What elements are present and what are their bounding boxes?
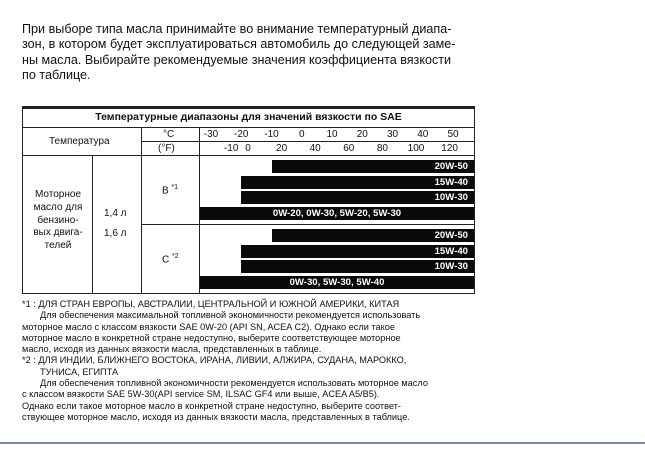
footnote-1-line: моторное масло с классом вязкости SAE 0W-20 (API SN, ACEA C2). Однако если такое bbox=[22, 321, 395, 332]
group-separator bbox=[141, 224, 475, 225]
engine-label-line: Моторное bbox=[34, 189, 82, 200]
engine-label-line: масло для bbox=[33, 201, 83, 213]
fahrenheit-tick: 20 bbox=[276, 143, 288, 154]
footnote-2-heading: *2 : ДЛЯ ИНДИИ, БЛИЖНЕГО ВОСТОКА, ИРАНА, ЛИВИИ, АЛЖИРА, СУДАНА, МАРОККО, bbox=[22, 355, 407, 366]
footnote-1-line: моторное масло в конкретной стране недоступно, выберите соответствующее моторное bbox=[22, 332, 401, 343]
footnote-1-line: Для обеспечения максимальной топливной экономичности рекомендуется использовать bbox=[40, 310, 421, 321]
intro-line: При выборе типа масла принимайте во внимание температурный диапа- bbox=[22, 22, 452, 36]
header-divider bbox=[22, 155, 475, 156]
footnote-2-line: Однако если такое моторное масло в конкретной стране недоступно, выберите соответ- bbox=[22, 400, 401, 411]
celsius-tick: 50 bbox=[447, 129, 459, 140]
table-title: Температурные диапазоны для значений вязкости по SAE bbox=[95, 111, 402, 123]
engine-label-line: бензино- bbox=[37, 214, 79, 226]
unit-fahrenheit: (°F) bbox=[158, 143, 175, 154]
fahrenheit-tick: 120 bbox=[441, 143, 458, 154]
celsius-tick: -30 bbox=[203, 129, 219, 140]
c-f-divider bbox=[141, 141, 475, 142]
celsius-tick: 40 bbox=[417, 129, 429, 140]
unit-celsius: °C bbox=[163, 129, 175, 140]
page-bottom-rule bbox=[0, 442, 645, 444]
title-divider bbox=[22, 127, 475, 128]
celsius-tick: 20 bbox=[356, 129, 368, 140]
viscosity-bar: 15W-40 bbox=[241, 176, 474, 189]
fahrenheit-tick: -10 bbox=[223, 143, 239, 154]
footnotes bbox=[22, 299, 482, 423]
unit-divider bbox=[199, 127, 200, 155]
fahrenheit-tick: 0 bbox=[245, 143, 251, 154]
group-b-letter: B bbox=[162, 185, 169, 197]
group-b-label bbox=[162, 182, 178, 197]
celsius-tick: 0 bbox=[298, 129, 305, 140]
group-c-footnote-mark: *2 bbox=[172, 253, 179, 260]
engine-divider bbox=[92, 155, 93, 294]
footnote-2-line: с классом вязкости SAE 5W-30(API service SM, ILSAC GF4 или выше, ACEA A5/B5). bbox=[22, 389, 380, 400]
fahrenheit-tick: 100 bbox=[407, 143, 425, 154]
intro-line: по таблице. bbox=[22, 68, 91, 83]
intro-paragraph bbox=[22, 22, 492, 84]
viscosity-bar: 0W-20, 0W-30, 5W-20, 5W-30 bbox=[200, 207, 474, 220]
celsius-tick: 30 bbox=[386, 129, 399, 140]
viscosity-bar: 20W-50 bbox=[272, 160, 475, 173]
footnote-2-line: ствующее моторное масло, исходя из данных вязкости масла, представленных в таблице. bbox=[22, 411, 410, 422]
group-c-letter: C bbox=[162, 254, 170, 266]
celsius-tick: -20 bbox=[234, 129, 249, 140]
intro-line: ны масла. Выбирайте рекомендуемые значения коэффициента вязкости bbox=[22, 52, 452, 67]
footnote-1-heading: *1 : ДЛЯ СТРАН ЕВРОПЫ, АВСТРАЛИИ, ЦЕНТРАЛЬНОЙ И ЮЖНОЙ АМЕРИКИ, КИТАЯ bbox=[22, 299, 400, 309]
viscosity-bar: 20W-50 bbox=[272, 229, 475, 242]
footnote-1-line: масло, исходя из данных вязкости масла, представленных в таблице. bbox=[22, 344, 322, 355]
footnote-2-line: Для обеспечения топливной экономичности рекомендуется использовать моторное масло bbox=[40, 378, 428, 389]
viscosity-bar: 0W-30, 5W-30, 5W-40 bbox=[200, 276, 474, 289]
viscosity-table bbox=[22, 108, 475, 294]
temperature-label: Температура bbox=[49, 136, 110, 147]
celsius-tick: -10 bbox=[264, 129, 279, 140]
celsius-tick: 10 bbox=[326, 129, 338, 140]
engine-oil-label bbox=[24, 189, 92, 253]
viscosity-bar: 15W-40 bbox=[241, 245, 474, 258]
group-c-label bbox=[162, 251, 179, 266]
intro-line: зон, в котором будет эксплуатироваться автомобиль до следующей заме- bbox=[22, 37, 456, 52]
group-b-footnote-mark: *1 bbox=[171, 184, 179, 191]
fahrenheit-tick: 60 bbox=[343, 143, 355, 154]
fahrenheit-tick: 40 bbox=[309, 143, 321, 154]
viscosity-bar: 10W-30 bbox=[241, 191, 474, 204]
volume-2: 1,6 л bbox=[104, 228, 127, 239]
engine-label-line: телей bbox=[44, 240, 72, 252]
fahrenheit-tick: 80 bbox=[376, 143, 388, 154]
volume-1: 1,4 л bbox=[104, 208, 127, 219]
viscosity-bar: 10W-30 bbox=[241, 260, 474, 273]
engine-label-line: вых двига- bbox=[33, 227, 83, 239]
footnote-2-heading-cont: ТУНИСА, ЕГИПТА bbox=[40, 366, 119, 377]
